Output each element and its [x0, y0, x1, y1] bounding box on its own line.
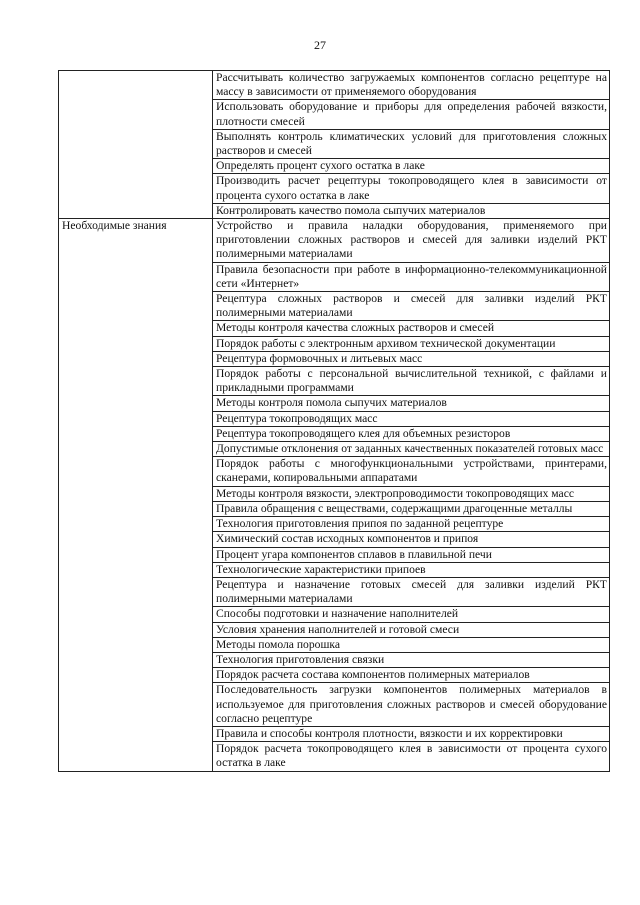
- requirement-item: Технология приготовления припоя по заданной рецептуре: [213, 517, 610, 532]
- requirement-item: Порядок работы с многофункциональными устройствами, принтерами, сканерами, копировальными аппаратами: [213, 457, 610, 486]
- requirement-item: Процент угара компонентов сплавов в плавильной печи: [213, 547, 610, 562]
- requirement-item: Порядок расчета состава компонентов полимерных материалов: [213, 668, 610, 683]
- page-number: 27: [314, 38, 326, 52]
- table-row: [59, 219, 610, 263]
- requirement-item: Технология приготовления связки: [213, 652, 610, 667]
- requirement-item: Рецептура сложных растворов и смесей для заливки изделий РКТ полимерными материалами: [213, 292, 610, 321]
- requirement-item: Способы подготовки и назначение наполнителей: [213, 607, 610, 622]
- requirement-item: Рассчитывать количество загружаемых компонентов согласно рецептуре на массу в зависимости от применяемого оборудования: [213, 71, 610, 100]
- requirement-item: Порядок работы с электронным архивом технической документации: [213, 336, 610, 351]
- requirement-item: Допустимые отклонения от заданных качественных показателей готовых масс: [213, 442, 610, 457]
- section-label-cell: [59, 219, 213, 772]
- requirement-item: Устройство и правила наладки оборудования, применяемого при приготовлении сложных растворов и смесей для заливки изделий РКТ полимерными материалами: [213, 219, 610, 263]
- requirement-item: Последовательность загрузки компонентов полимерных материалов в используемое для приготовления сложных растворов и смесей оборудование согласно рецептуре: [213, 683, 610, 727]
- requirement-item: Контролировать качество помола сыпучих материалов: [213, 203, 610, 218]
- requirements-table: [58, 70, 610, 772]
- requirement-item: Использовать оборудование и приборы для определения рабочей вязкости, плотности смесей: [213, 100, 610, 129]
- requirement-item: Порядок работы с персональной вычислительной техникой, с файлами и прикладными программами: [213, 367, 610, 396]
- requirement-item: Правила и способы контроля плотности, вязкости и их корректировки: [213, 726, 610, 741]
- requirement-item: Правила обращения с веществами, содержащими драгоценные металлы: [213, 501, 610, 516]
- section-label: Необходимые знания: [62, 219, 167, 233]
- requirement-item: Методы контроля помола сыпучих материалов: [213, 396, 610, 411]
- requirement-item: Рецептура токопроводящих масс: [213, 411, 610, 426]
- requirement-item: Рецептура формовочных и литьевых масс: [213, 351, 610, 366]
- requirement-item: Технологические характеристики припоев: [213, 562, 610, 577]
- requirement-item: Правила безопасности при работе в информационно-телекоммуникационной сети «Интернет»: [213, 262, 610, 291]
- requirement-item: Методы помола порошка: [213, 637, 610, 652]
- requirement-item: Производить расчет рецептуры токопроводящего клея в зависимости от процента сухого остатка в лаке: [213, 174, 610, 203]
- requirement-item: Определять процент сухого остатка в лаке: [213, 159, 610, 174]
- requirement-item: Методы контроля вязкости, электропроводимости токопроводящих масс: [213, 486, 610, 501]
- table-row: [59, 71, 610, 100]
- requirement-item: Методы контроля качества сложных растворов и смесей: [213, 321, 610, 336]
- requirement-item: Порядок расчета токопроводящего клея в зависимости от процента сухого остатка в лаке: [213, 742, 610, 771]
- section-label-cell: [59, 71, 213, 219]
- requirement-item: Химический состав исходных компонентов и припоя: [213, 532, 610, 547]
- requirement-item: Рецептура токопроводящего клея для объемных резисторов: [213, 426, 610, 441]
- requirement-item: Условия хранения наполнителей и готовой смеси: [213, 622, 610, 637]
- requirement-item: Рецептура и назначение готовых смесей для заливки изделий РКТ полимерными материалами: [213, 577, 610, 606]
- requirement-item: Выполнять контроль климатических условий для приготовления сложных растворов и смесей: [213, 129, 610, 158]
- table-body: [59, 71, 610, 772]
